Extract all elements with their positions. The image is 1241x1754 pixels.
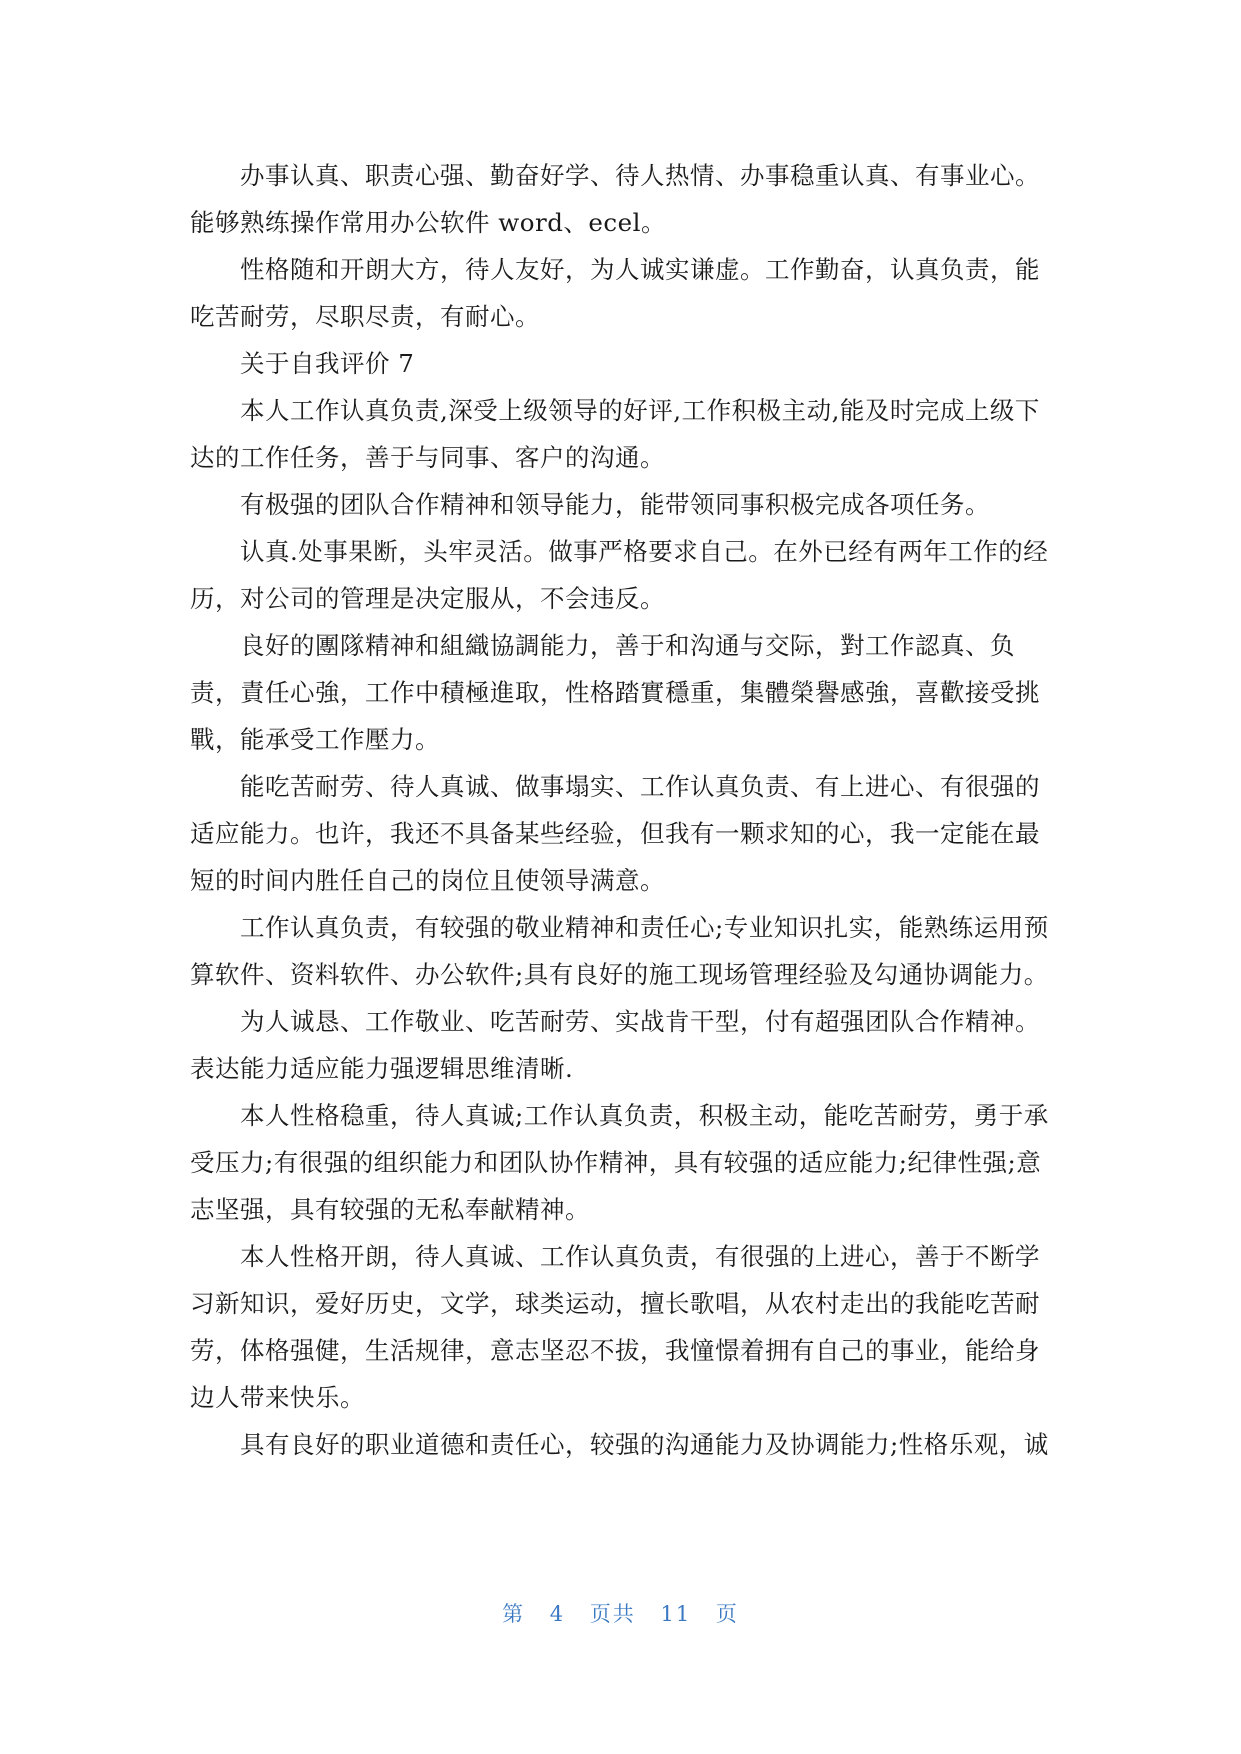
text-line: 认真.处事果断，头牢灵活。做事严格要求自己。在外已经有两年工作的经 xyxy=(240,537,1049,566)
text-line: 为人诚恳、工作敬业、吃苦耐劳、实战肯干型，付有超强团队合作精神。 xyxy=(240,1007,1040,1036)
text-line: 习新知识，爱好历史，文学，球类运动，擅长歌唱，从农村走出的我能吃苦耐 xyxy=(190,1289,1040,1318)
text-line: 本人工作认真负责,深受上级领导的好评,工作积极主动,能及时完成上级下 xyxy=(240,396,1040,425)
text-line: 性格随和开朗大方，待人友好，为人诚实谦虚。工作勤奋，认真负责，能 xyxy=(240,255,1040,284)
text-line: 具有良好的职业道德和责任心，较强的沟通能力及协调能力;性格乐观，诚 xyxy=(240,1430,1049,1459)
text-line: 达的工作任务，善于与同事、客户的沟通。 xyxy=(190,443,665,472)
text-line: 算软件、资料软件、办公软件;具有良好的施工现场管理经验及勾通协调能力。 xyxy=(190,960,1049,989)
section-heading: 关于自我评价 7 xyxy=(240,349,415,378)
text-line: 历，对公司的管理是决定服从，不会违反。 xyxy=(190,584,665,613)
footer-label-ye: 页 xyxy=(715,1602,739,1626)
text-line: 表达能力适应能力强逻辑思维清晰. xyxy=(190,1054,574,1083)
text-line: 适应能力。也许，我还不具备某些经验，但我有一颗求知的心，我一定能在最 xyxy=(190,819,1040,848)
text-line: 责，責任心強，工作中積極進取，性格踏實穩重，集體榮譽感強，喜歡接受挑 xyxy=(190,678,1040,707)
text-line: 本人性格开朗，待人真诚、工作认真负责，有很强的上进心，善于不断学 xyxy=(240,1242,1040,1271)
current-page-number: 4 xyxy=(549,1602,566,1626)
text-line: 志坚强，具有较强的无私奉献精神。 xyxy=(190,1195,590,1224)
text-line: 短的时间内胜任自己的岗位且使领导满意。 xyxy=(190,866,665,895)
page-footer xyxy=(0,1598,1241,1628)
text-line: 边人带来快乐。 xyxy=(190,1383,365,1412)
total-pages-number: 11 xyxy=(660,1602,692,1626)
text-line: 受压力;有很强的组织能力和团队协作精神，具有较强的适应能力;纪律性强;意 xyxy=(190,1148,1042,1177)
text-line: 工作认真负责，有较强的敬业精神和责任心;专业知识扎实，能熟练运用预 xyxy=(240,913,1049,942)
text-line: 办事认真、职责心强、勤奋好学、待人热情、办事稳重认真、有事业心。 xyxy=(240,161,1040,190)
text-line: 良好的團隊精神和組織協調能力，善于和沟通与交际，對工作認真、负 xyxy=(240,631,1015,660)
document-body xyxy=(190,152,1056,1468)
text-line: 本人性格稳重，待人真诚;工作认真负责，积极主动，能吃苦耐劳，勇于承 xyxy=(240,1101,1049,1130)
footer-label-ye-gong: 页共 xyxy=(589,1602,636,1626)
text-line: 能吃苦耐劳、待人真诚、做事塌实、工作认真负责、有上进心、有很强的 xyxy=(240,772,1040,801)
text-line: 戰，能承受工作壓力。 xyxy=(190,725,440,754)
text-line: 有极强的团队合作精神和领导能力，能带领同事积极完成各项任务。 xyxy=(240,490,990,519)
text-line: 劳，体格强健，生活规律，意志坚忍不拔，我憧憬着拥有自己的事业，能给身 xyxy=(190,1336,1040,1365)
footer-label-di: 第 xyxy=(502,1602,526,1626)
text-line: 能够熟练操作常用办公软件 word、ecel。 xyxy=(190,208,666,237)
text-line: 吃苦耐劳，尽职尽责，有耐心。 xyxy=(190,302,540,331)
